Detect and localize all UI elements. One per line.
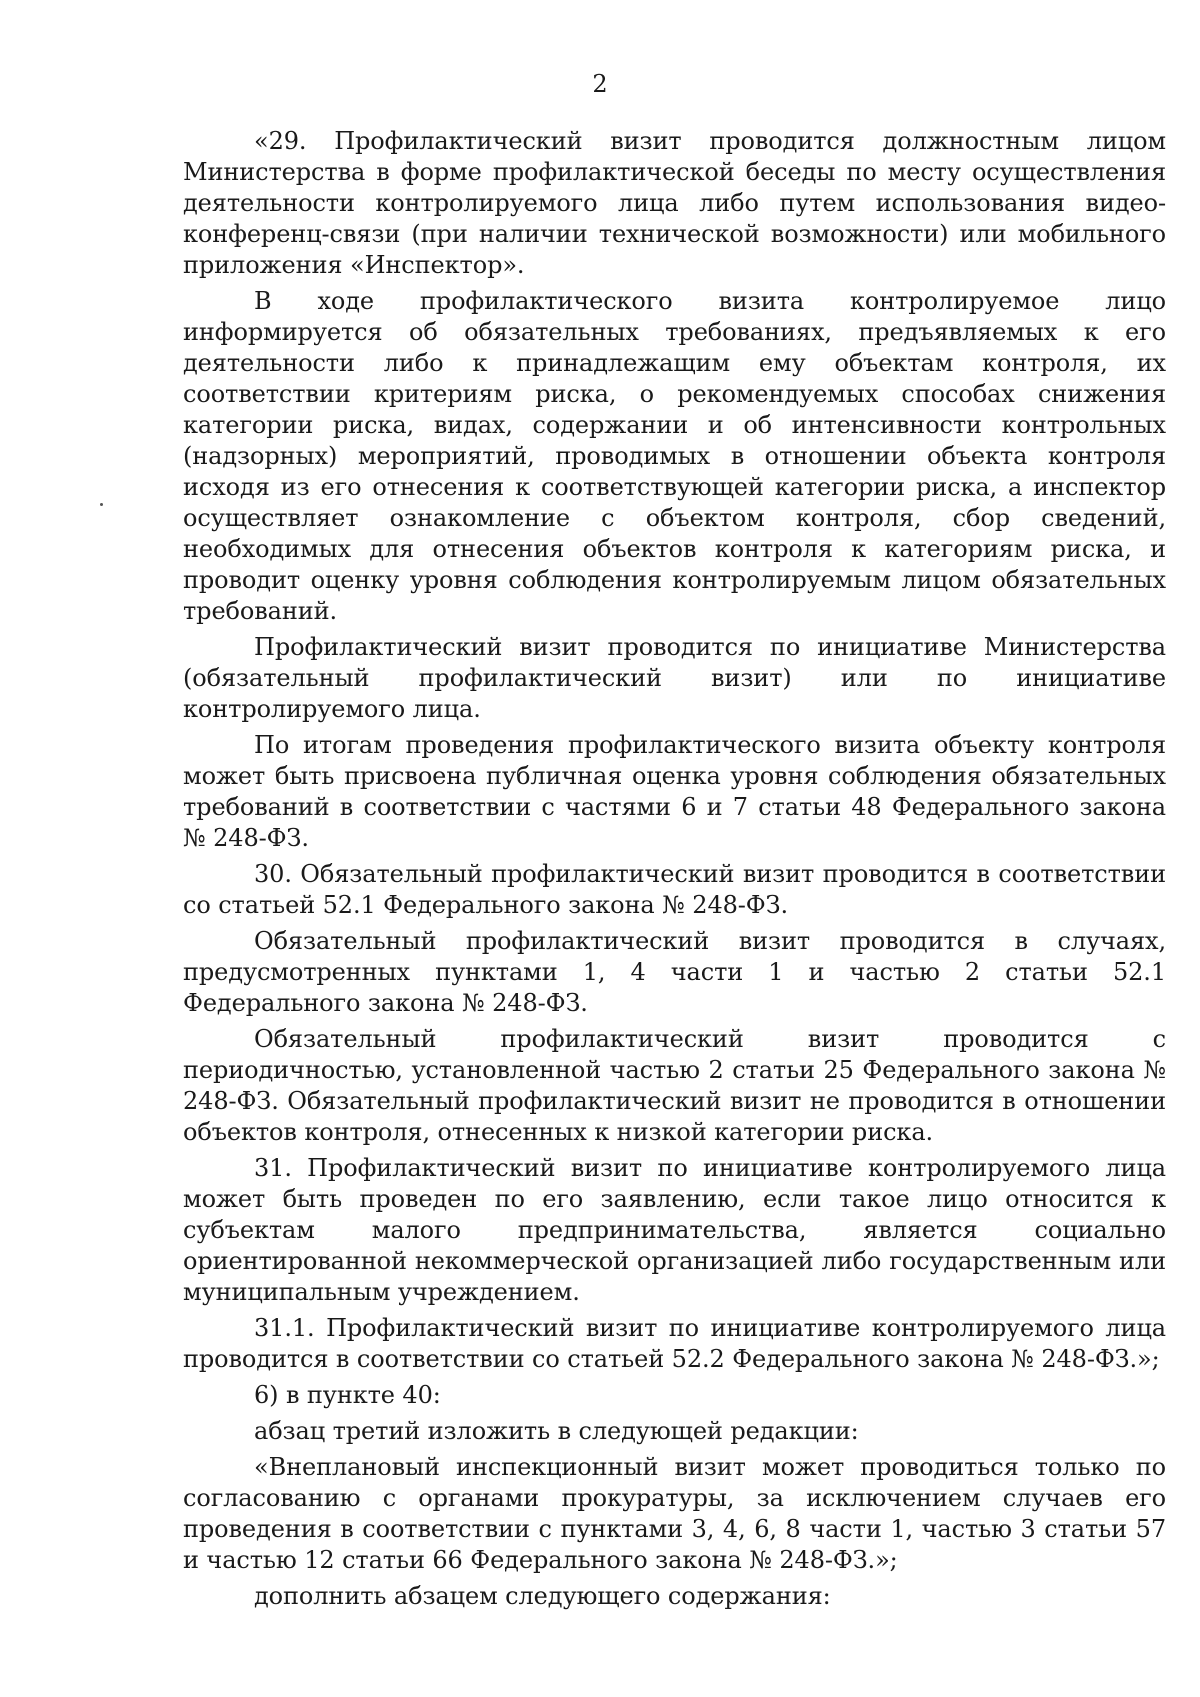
paragraph-item-6: 6) в пункте 40: [254,1381,441,1409]
paragraph-mandatory-periodicity: Обязательный профилактический визит проводится с периодичностью, установленной частью 2 статьи 25 Федерального закона № 248-ФЗ. Обязательный профилактический визит не проводится в отношении объектов контроля, отнесенных к низкой категории риска. [183,1025,1166,1146]
document-body [183,126,1166,1612]
paragraph-visit-initiative: Профилактический визит проводится по инициативе Министерства (обязательный профилактический визит) или по инициативе контролируемого лица. [183,633,1166,723]
paragraph-visit-results: По итогам проведения профилактического визита объекту контроля может быть присвоена публичная оценка уровня соблюдения обязательных требований в соответствии с частями 6 и 7 статьи 48 Федерального закона № 248-ФЗ. [183,731,1166,852]
paragraph-visit-informing: В ходе профилактического визита контролируемое лицо информируется об обязательных требованиях, предъявляемых к его деятельности либо к принадлежащим ему объектам контроля, их соответствии критериям риска, о рекомендуемых способах снижения категории риска, видах, содержании и об интенсивности контрольных (надзорных) мероприятий, проводимых в отношении объекта контроля исходя из его отнесения к соответствующей категории риска, а инспектор осуществляет ознакомление с объектом контроля, сбор сведений, необходимых для отнесения объектов контроля к категориям риска, и проводит оценку уровня соблюдения контролируемым лицом обязательных требований. [183,287,1166,625]
paragraph-29-intro: «29. Профилактический визит проводится должностным лицом Министерства в форме профилактической беседы по месту осуществления деятельности контролируемого лица либо путем использования видео-конференц-связи (при наличии технической возможности) или мобильного приложения «Инспектор». [183,127,1166,279]
paragraph-unplanned-visit: «Внеплановый инспекционный визит может проводиться только по согласованию с органами прокуратуры, за исключением случаев его проведения в соответствии с пунктами 3, 4, 6, 8 части 1, частью 3 статьи 57 и частью 12 статьи 66 Федерального закона № 248-ФЗ.»; [183,1453,1166,1574]
paragraph-31-1: 31.1. Профилактический визит по инициативе контролируемого лица проводится в соответствии со статьей 52.2 Федерального закона № 248-ФЗ.»; [183,1314,1166,1373]
paragraph-third-abzac: абзац третий изложить в следующей редакции: [254,1417,859,1445]
scan-artifact-dot [100,503,103,506]
page-number: 2 [592,70,608,98]
paragraph-add-abzac: дополнить абзацем следующего содержания: [254,1582,831,1610]
paragraph-31: 31. Профилактический визит по инициативе контролируемого лица может быть проведен по его заявлению, если такое лицо относится к субъектам малого предпринимательства, является социально ориентированной некоммерческой организацией либо государственным или муниципальным учреждением. [183,1154,1166,1306]
paragraph-30: 30. Обязательный профилактический визит проводится в соответствии со статьей 52.1 Федерального закона № 248-ФЗ. [183,860,1166,919]
paragraph-mandatory-cases: Обязательный профилактический визит проводится в случаях, предусмотренных пунктами 1, 4 части 1 и частью 2 статьи 52.1 Федерального закона № 248-ФЗ. [183,927,1166,1017]
